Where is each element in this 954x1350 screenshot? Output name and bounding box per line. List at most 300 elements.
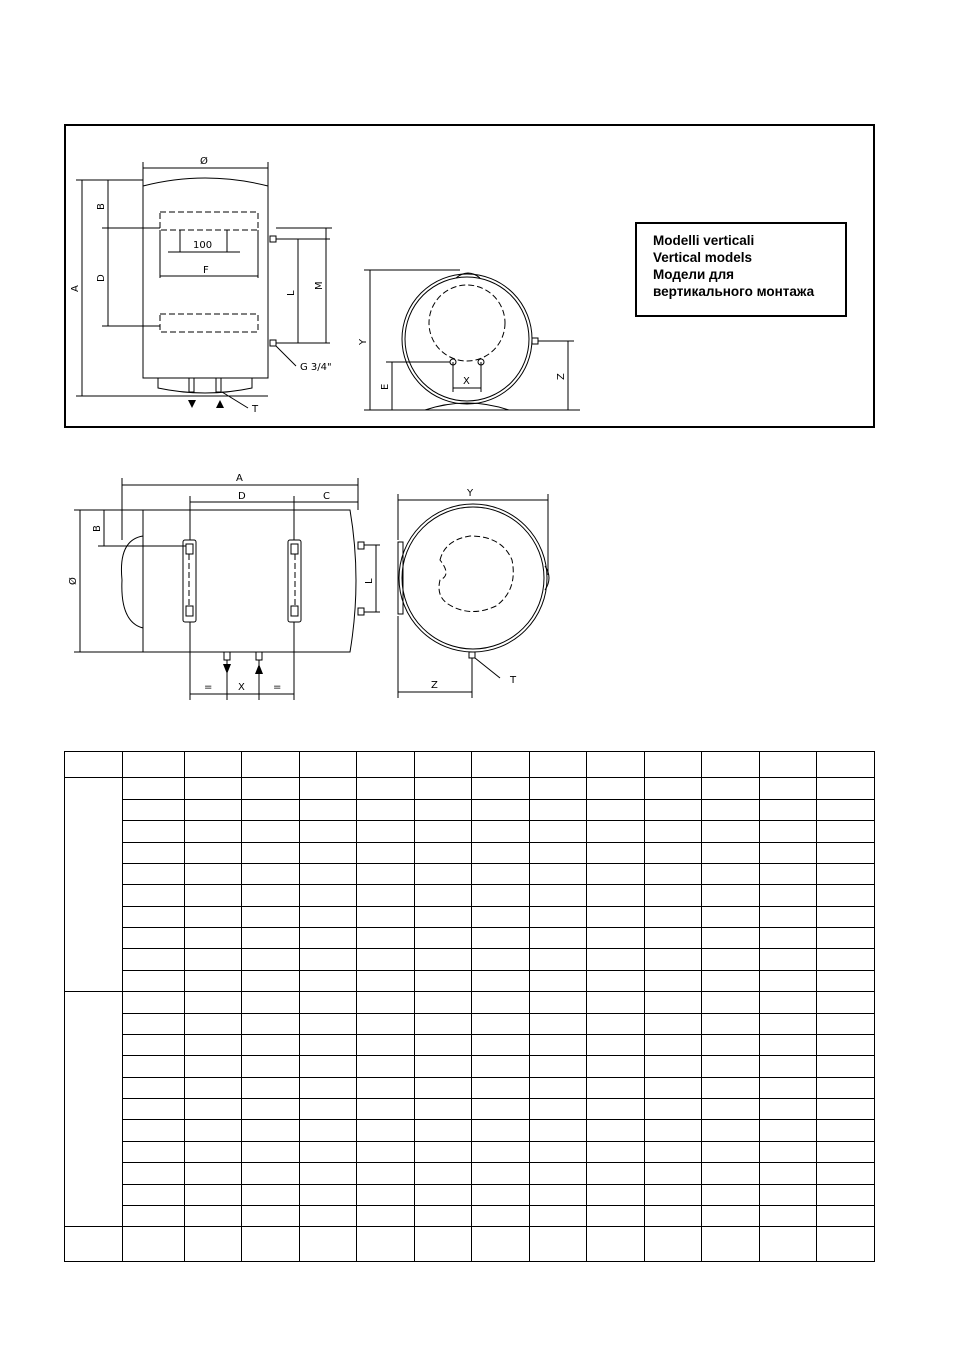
table-cell [530, 1184, 587, 1205]
table-cell [357, 1141, 415, 1162]
table-cell [415, 949, 472, 970]
vertical-f-label: F [203, 265, 209, 276]
vertical-x-label: X [463, 376, 470, 387]
table-cell [702, 752, 760, 778]
table-cell [587, 1099, 645, 1120]
table-cell [645, 752, 702, 778]
table-row [65, 799, 875, 820]
table-cell [587, 1184, 645, 1205]
table-cell [645, 778, 702, 799]
table-cell [530, 1077, 587, 1098]
legend-line-italian: Modelli verticali [653, 233, 755, 248]
table-cell [817, 1120, 875, 1141]
table-cell [415, 1056, 472, 1077]
table-row [65, 778, 875, 799]
horizontal-y-label: Y [467, 488, 474, 499]
table-cell [415, 1141, 472, 1162]
table-cell [760, 1056, 817, 1077]
table-cell [242, 928, 300, 949]
vertical-z-label: Z [556, 373, 567, 380]
table-row [65, 863, 875, 884]
table-cell [123, 1077, 185, 1098]
table-cell [185, 1056, 242, 1077]
table-cell [817, 885, 875, 906]
table-cell [123, 799, 185, 820]
table-row [65, 949, 875, 970]
table-cell [760, 1099, 817, 1120]
table-cell [702, 1120, 760, 1141]
table-cell [530, 752, 587, 778]
horizontal-diameter-label: Ø [68, 577, 79, 585]
table-cell [530, 799, 587, 820]
table-cell [300, 1077, 357, 1098]
table-cell [123, 863, 185, 884]
table-cell [702, 1013, 760, 1034]
table-cell [817, 1013, 875, 1034]
table-cell [472, 970, 530, 991]
table-cell [645, 1184, 702, 1205]
dimensions-table [64, 751, 875, 1262]
table-cell [185, 1205, 242, 1226]
table-cell [760, 992, 817, 1013]
table-cell [645, 1099, 702, 1120]
table-cell [300, 928, 357, 949]
vertical-t-label: T [252, 404, 259, 415]
table-cell [185, 752, 242, 778]
table-cell [415, 752, 472, 778]
horizontal-eq-left-label: = [204, 682, 213, 693]
table-cell [472, 1013, 530, 1034]
table-cell [415, 1077, 472, 1098]
table-cell [760, 1034, 817, 1055]
table-cell [587, 1227, 645, 1262]
table-cell [817, 1056, 875, 1077]
table-cell [357, 928, 415, 949]
table-cell [760, 1141, 817, 1162]
table-cell [760, 1013, 817, 1034]
table-cell [645, 842, 702, 863]
table-cell [300, 1205, 357, 1226]
table-cell [702, 949, 760, 970]
table-cell [530, 863, 587, 884]
table-cell [242, 752, 300, 778]
table-cell [645, 799, 702, 820]
table-cell [357, 863, 415, 884]
table-cell [530, 906, 587, 927]
horizontal-x-label: X [238, 682, 245, 693]
table-cell [123, 1227, 185, 1262]
horizontal-front-view-drawing [64, 468, 384, 704]
table-cell [415, 1099, 472, 1120]
table-row [65, 1120, 875, 1141]
table-row [65, 1227, 875, 1262]
table-cell [472, 1099, 530, 1120]
table-row [65, 885, 875, 906]
table-cell [242, 863, 300, 884]
vertical-diameter-label: Ø [200, 156, 208, 167]
vertical-e-label: E [380, 383, 391, 390]
vertical-models-legend [635, 222, 847, 317]
table-cell [760, 778, 817, 799]
table-cell [185, 1077, 242, 1098]
table-cell [242, 1163, 300, 1184]
table-cell [702, 863, 760, 884]
table-cell [530, 842, 587, 863]
table-cell [357, 821, 415, 842]
table-cell [645, 1013, 702, 1034]
table-cell [472, 1205, 530, 1226]
table-cell [472, 928, 530, 949]
table-cell [242, 1099, 300, 1120]
table-cell [645, 970, 702, 991]
table-cell [645, 906, 702, 927]
vertical-thread-label: G 3/4" [300, 362, 332, 373]
table-group-cell [65, 992, 123, 1227]
table-cell [760, 752, 817, 778]
table-cell [185, 1034, 242, 1055]
table-cell [300, 1056, 357, 1077]
table-cell [123, 1163, 185, 1184]
table-cell [185, 821, 242, 842]
table-cell [242, 1227, 300, 1262]
table-cell [817, 992, 875, 1013]
horizontal-z-label: Z [431, 680, 438, 691]
table-row [65, 1099, 875, 1120]
table-cell [587, 992, 645, 1013]
table-cell [415, 970, 472, 991]
table-cell [357, 1120, 415, 1141]
table-cell [123, 1120, 185, 1141]
table-cell [242, 1077, 300, 1098]
table-cell [300, 1184, 357, 1205]
table-cell [242, 906, 300, 927]
table-cell [415, 778, 472, 799]
table-cell [300, 752, 357, 778]
table-cell [123, 906, 185, 927]
table-cell [472, 863, 530, 884]
table-cell [472, 821, 530, 842]
table-cell [587, 1205, 645, 1226]
table-cell [817, 1034, 875, 1055]
table-cell [472, 1227, 530, 1262]
table-cell [530, 1056, 587, 1077]
table-cell [817, 970, 875, 991]
table-cell [357, 1013, 415, 1034]
table-cell [645, 885, 702, 906]
table-cell [645, 1077, 702, 1098]
table-cell [587, 1034, 645, 1055]
table-row [65, 970, 875, 991]
table-cell [817, 1227, 875, 1262]
horizontal-a-label: A [236, 473, 243, 484]
table-cell [242, 1056, 300, 1077]
table-cell [357, 992, 415, 1013]
table-row [65, 1013, 875, 1034]
table-cell [530, 1141, 587, 1162]
table-cell [472, 1141, 530, 1162]
table-cell [472, 1056, 530, 1077]
table-cell [817, 1205, 875, 1226]
table-cell [123, 842, 185, 863]
vertical-m-label: M [314, 281, 325, 290]
table-cell [530, 1099, 587, 1120]
table-cell [242, 1120, 300, 1141]
table-cell [185, 1141, 242, 1162]
table-cell [645, 1141, 702, 1162]
table-cell [587, 1120, 645, 1141]
table-cell [123, 752, 185, 778]
table-cell [760, 1120, 817, 1141]
vertical-a-label: A [70, 285, 81, 292]
table-cell [817, 842, 875, 863]
table-cell [242, 799, 300, 820]
table-cell [185, 1227, 242, 1262]
table-cell [587, 821, 645, 842]
table-cell [300, 799, 357, 820]
table-row [65, 842, 875, 863]
table-cell [702, 1184, 760, 1205]
table-cell [300, 863, 357, 884]
table-cell [702, 1227, 760, 1262]
table-cell [185, 863, 242, 884]
table-row [65, 1184, 875, 1205]
table-cell [645, 992, 702, 1013]
table-cell [123, 885, 185, 906]
table-cell [185, 842, 242, 863]
table-cell [300, 1120, 357, 1141]
table-cell [300, 1034, 357, 1055]
table-group-cell [65, 1227, 123, 1262]
table-cell [587, 906, 645, 927]
table-cell [123, 1184, 185, 1205]
table-cell [415, 1034, 472, 1055]
legend-line-russian-1: Модели для [653, 267, 735, 282]
table-cell [587, 842, 645, 863]
table-cell [300, 1013, 357, 1034]
table-cell [185, 992, 242, 1013]
table-cell [702, 842, 760, 863]
table-cell [587, 970, 645, 991]
table-cell [300, 778, 357, 799]
table-cell [357, 778, 415, 799]
table-cell [415, 842, 472, 863]
table-row [65, 1034, 875, 1055]
table-cell [415, 1227, 472, 1262]
table-cell [702, 970, 760, 991]
horizontal-l-label: L [364, 578, 375, 584]
table-row [65, 821, 875, 842]
table-cell [415, 863, 472, 884]
table-cell [185, 1120, 242, 1141]
table-cell [760, 1227, 817, 1262]
table-cell [817, 1141, 875, 1162]
table-cell [530, 1163, 587, 1184]
table-cell [645, 1034, 702, 1055]
table-cell [472, 1034, 530, 1055]
table-cell [123, 970, 185, 991]
table-cell [645, 821, 702, 842]
table-cell [472, 752, 530, 778]
table-cell [357, 1034, 415, 1055]
table-cell [123, 821, 185, 842]
table-cell [702, 906, 760, 927]
horizontal-side-view-drawing [392, 484, 556, 700]
vertical-d-label: D [96, 274, 107, 282]
table-cell [760, 885, 817, 906]
table-cell [645, 928, 702, 949]
table-cell [587, 1163, 645, 1184]
table-cell [242, 778, 300, 799]
table-cell [530, 885, 587, 906]
table-cell [357, 799, 415, 820]
table-cell [123, 1141, 185, 1162]
table-cell [242, 1034, 300, 1055]
table-cell [817, 1099, 875, 1120]
table-cell [530, 992, 587, 1013]
table-cell [300, 885, 357, 906]
table-cell [472, 906, 530, 927]
table-cell [185, 778, 242, 799]
table-cell [185, 885, 242, 906]
table-cell [357, 1077, 415, 1098]
table-cell [645, 863, 702, 884]
table-cell [300, 906, 357, 927]
table-cell [123, 1013, 185, 1034]
table-cell [357, 1163, 415, 1184]
table-cell [300, 1141, 357, 1162]
table-cell [702, 778, 760, 799]
table-cell [123, 1099, 185, 1120]
table-cell [702, 1163, 760, 1184]
table-cell [702, 821, 760, 842]
table-cell [357, 1099, 415, 1120]
table-cell [242, 949, 300, 970]
table-cell [587, 1013, 645, 1034]
table-cell [760, 1077, 817, 1098]
table-cell [242, 821, 300, 842]
table-cell [760, 906, 817, 927]
table-cell [587, 1056, 645, 1077]
table-cell [357, 906, 415, 927]
table-cell [645, 1120, 702, 1141]
table-cell [530, 970, 587, 991]
table-cell [415, 885, 472, 906]
table-cell [472, 778, 530, 799]
table-cell [702, 1099, 760, 1120]
table-cell [760, 949, 817, 970]
table-cell [587, 928, 645, 949]
table-cell [817, 752, 875, 778]
table-cell [242, 1141, 300, 1162]
table-cell [472, 799, 530, 820]
table-cell [530, 928, 587, 949]
table-cell [817, 1163, 875, 1184]
table-cell [415, 1205, 472, 1226]
table-cell [817, 799, 875, 820]
table-cell [587, 1077, 645, 1098]
table-cell [123, 992, 185, 1013]
table-cell [415, 1184, 472, 1205]
table-cell [242, 842, 300, 863]
table-cell [242, 1013, 300, 1034]
table-cell [300, 992, 357, 1013]
table-row [65, 1077, 875, 1098]
vertical-side-view-drawing [360, 262, 600, 422]
table-cell [530, 1120, 587, 1141]
dimensions-table-body [65, 752, 875, 1262]
table-cell [702, 885, 760, 906]
table-cell [65, 752, 123, 778]
table-cell [415, 928, 472, 949]
horizontal-c-label: C [323, 491, 330, 502]
table-cell [760, 799, 817, 820]
table-cell [300, 1099, 357, 1120]
table-cell [817, 906, 875, 927]
table-cell [645, 1163, 702, 1184]
table-cell [357, 1205, 415, 1226]
table-cell [415, 1120, 472, 1141]
table-cell [415, 906, 472, 927]
table-row [65, 928, 875, 949]
table-cell [530, 1013, 587, 1034]
table-cell [357, 1184, 415, 1205]
table-cell [530, 1034, 587, 1055]
table-cell [530, 1227, 587, 1262]
table-cell [357, 949, 415, 970]
table-cell [357, 970, 415, 991]
table-cell [472, 1120, 530, 1141]
table-cell [242, 992, 300, 1013]
table-cell [123, 1056, 185, 1077]
vertical-b-label: B [96, 203, 107, 210]
table-cell [472, 1077, 530, 1098]
table-cell [817, 821, 875, 842]
table-cell [415, 1163, 472, 1184]
table-cell [185, 799, 242, 820]
table-cell [530, 821, 587, 842]
table-cell [817, 863, 875, 884]
table-row [65, 1163, 875, 1184]
table-row [65, 752, 875, 778]
table-cell [415, 821, 472, 842]
table-cell [300, 842, 357, 863]
table-cell [587, 778, 645, 799]
table-cell [185, 1184, 242, 1205]
table-cell [645, 1205, 702, 1226]
table-row [65, 992, 875, 1013]
table-cell [242, 1205, 300, 1226]
table-cell [185, 949, 242, 970]
legend-line-russian-2: вертикального монтажа [653, 284, 815, 299]
table-cell [123, 1205, 185, 1226]
table-cell [587, 949, 645, 970]
table-row [65, 1205, 875, 1226]
table-cell [645, 1056, 702, 1077]
table-cell [357, 752, 415, 778]
table-cell [185, 906, 242, 927]
horizontal-d-label: D [238, 491, 246, 502]
table-cell [817, 1184, 875, 1205]
table-cell [702, 1141, 760, 1162]
table-cell [817, 1077, 875, 1098]
table-cell [415, 799, 472, 820]
table-cell [415, 1013, 472, 1034]
table-cell [300, 1227, 357, 1262]
table-cell [760, 821, 817, 842]
table-cell [357, 842, 415, 863]
table-cell [472, 1163, 530, 1184]
table-cell [587, 1141, 645, 1162]
